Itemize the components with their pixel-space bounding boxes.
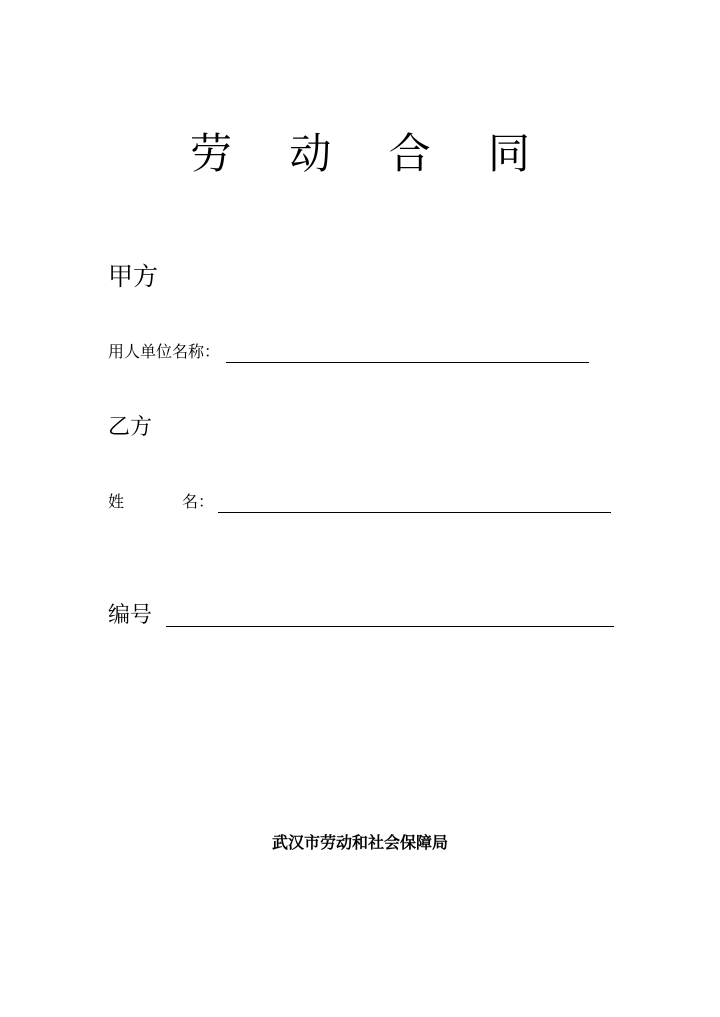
- issuing-authority: 武汉市劳动和社会保障局: [271, 833, 448, 852]
- contract-number-row: [108, 603, 614, 629]
- document-title: 劳 动 合 同: [189, 129, 553, 178]
- employee-name-blank[interactable]: [218, 494, 611, 513]
- employee-name-label-part1: 姓: [108, 492, 125, 511]
- employer-name-blank[interactable]: [226, 344, 589, 363]
- party-a-heading: 甲方: [108, 262, 159, 291]
- employer-name-label: 用人单位名称：: [108, 342, 221, 361]
- contract-number-label: 编号: [108, 603, 153, 628]
- employer-name-row: [108, 342, 589, 362]
- employee-name-row: [108, 492, 611, 512]
- party-b-heading: 乙方: [108, 415, 153, 440]
- contract-number-blank[interactable]: [166, 606, 614, 627]
- employee-name-label-part2: 名：: [182, 492, 215, 511]
